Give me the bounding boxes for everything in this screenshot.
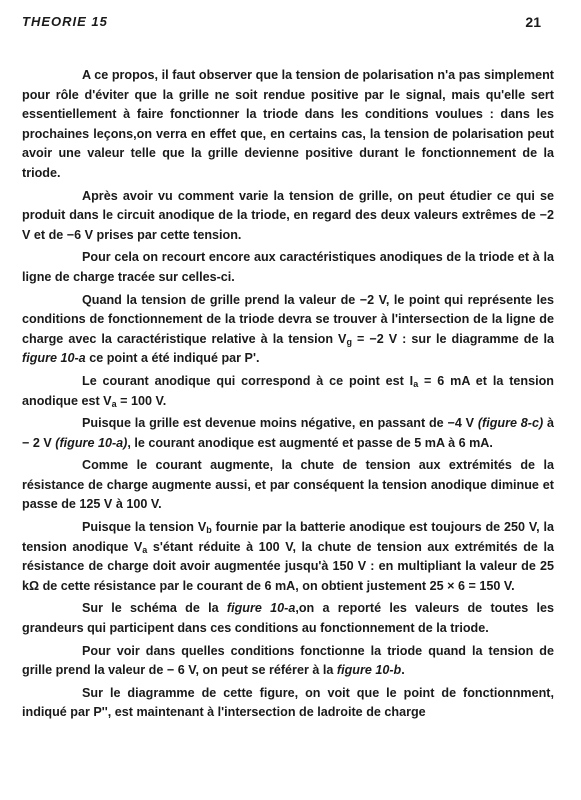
paragraph-voltage-drop: Comme le courant augmente, la chute de tension aux extrémités de la résistance de charge augmente aussi, et par conséquent la tension anodique diminue et passe de 125 V à 100 V. [22, 458, 554, 512]
text-span: Puisque la tension V [82, 520, 207, 535]
paragraph-load-line: Pour cela on recourt encore aux caractéristiques anodiques de la triode et à la ligne de charge tracée sur celles-ci. [22, 250, 554, 284]
paragraph-anode-current [22, 372, 554, 411]
text-span: fournie par la batterie anodique est toujours de 250 V, la tension anodique V [22, 520, 554, 554]
figure-reference: figure 10-b [336, 663, 402, 678]
figure-reference: (figure 10-a) [55, 435, 128, 450]
body-text [22, 66, 554, 726]
text-span: Pour voir dans quelles conditions fonctionne la triode quand la tension de grille prend la valeur de − 6 V, on peut se référer à la [22, 643, 554, 678]
subscript: b [206, 525, 212, 536]
text-span: ce point a été indiqué par P'. [85, 351, 260, 366]
text-span: à − 2 V [22, 416, 554, 450]
text-span: = 6 mA et la tension anodique est V [22, 373, 554, 408]
paragraph-schema-values [22, 599, 554, 638]
paragraph-grid-minus-2v [22, 291, 554, 369]
page-number: 21 [525, 14, 541, 30]
figure-reference: figure 10-a [22, 351, 86, 366]
paragraph-operating-point: Sur le diagramme de cette figure, on voit que le point de fonctionnment, indiqué par P'', est maintenant à l'intersection de ladroite de charge [22, 685, 554, 720]
text-span: = −2 V : sur le diagramme de la [351, 331, 554, 346]
text-span: Le courant anodique qui correspond à ce point est I [82, 373, 414, 388]
paragraph-battery-voltage [22, 518, 554, 596]
text-span: Puisque la grille est devenue moins négative, en passant de −4 V [82, 416, 478, 431]
subscript: a [413, 378, 419, 389]
text-span: , le courant anodique est augmenté et passe de 5 mA à 6 mA. [127, 435, 493, 450]
subscript: g [346, 336, 352, 347]
subscript: a [142, 544, 148, 555]
running-title: THEORIE 15 [22, 14, 108, 29]
text-span: Quand la tension de grille prend la valeur de −2 V, le point qui représente les conditions de fonctionnement de la triode devra se trouver à l'intersection de la ligne de charge avec la caractéristique relative à la tension V [22, 292, 554, 346]
paragraph-grid-less-negative [22, 414, 554, 453]
paragraph-grid-minus-6v [22, 642, 554, 681]
figure-reference: (figure 8-c) [477, 416, 544, 431]
text-span: ,on a reporté les valeurs de toutes les grandeurs qui participent dans ces conditions au fonctionnement de la triode. [22, 601, 554, 636]
subscript: a [111, 398, 117, 409]
paragraph-polarisation-role: A ce propos, il faut observer que la tension de polarisation n'a pas simplement pour rôle d'éviter que la grille ne soit rendue positive par le signal, mais qu'elle sert essentiellement à faire fonctionner la triode dans les conditions voulues : dans les prochaines leçons,on verra en effet que, en certains cas, la tension de polarisation peut avoir une valeur telle que la grille devienne positive durant le fonctionnement de la triode. [22, 68, 554, 180]
text-span: s'étant réduite à 100 V, la chute de tension aux extrémités de la résistance de charge doit avoir augmentée jusqu'à 150 V : en multipliant la valeur de 25 kΩ de cette résistance par le courant de 6 mA, on obtient justement 25 × 6 = 150 V. [22, 539, 554, 593]
figure-reference: figure 10-a [226, 601, 296, 616]
paragraph-anode-circuit: Après avoir vu comment varie la tension de grille, on peut étudier ce qui se produit dans le circuit anodique de la triode, en regard des deux valeurs extrêmes de −2 V et de −6 V prises par cette tension. [22, 188, 554, 242]
text-span: Sur le schéma de la [82, 601, 227, 616]
text-span: = 100 V. [116, 393, 167, 408]
text-span: . [401, 663, 405, 678]
page-header [22, 14, 541, 34]
